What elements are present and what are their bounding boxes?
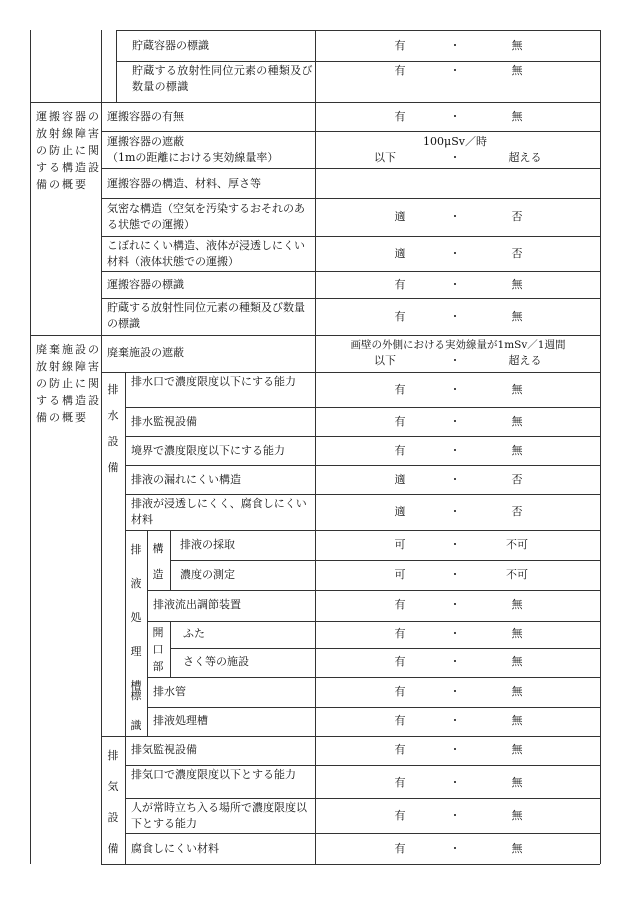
option-no: 不可 (506, 538, 528, 551)
separator-dot: ・ (449, 39, 461, 52)
option-yes: 有 (394, 278, 406, 291)
row-label: 排気監視設備 (131, 743, 197, 756)
separator-dot: ・ (449, 655, 461, 668)
group-label-text: 開口部 (152, 626, 164, 673)
option-ng: 否 (511, 505, 523, 518)
option-above: 超える (508, 354, 542, 367)
separator-dot: ・ (449, 383, 461, 396)
option-yes: 有 (394, 714, 406, 727)
row-label: 腐食しにくい材料 (131, 842, 219, 855)
option-ng: 否 (511, 473, 523, 486)
option-yes: 可 (394, 538, 406, 551)
group-label-structure (150, 536, 166, 588)
row-label: 排気口で濃度限度以下とする能力 (131, 768, 296, 781)
option-no: 無 (511, 444, 523, 457)
option-yes: 有 (394, 598, 406, 611)
section-heading-disposal: 廃棄施設の放射線障害の防止に関する構造設備の概要 (36, 343, 101, 424)
separator-dot: ・ (449, 714, 461, 727)
option-no: 無 (511, 714, 523, 727)
option-yes: 有 (394, 627, 406, 640)
option-yes: 有 (394, 383, 406, 396)
option-yes: 適 (394, 210, 406, 223)
row-label: 人が常時立ち入る場所で濃度限度以下とする能力 (131, 801, 307, 830)
option-yes: 有 (394, 64, 406, 77)
separator-dot: ・ (449, 151, 461, 164)
group-label-sign (128, 681, 144, 741)
option-no: 無 (511, 39, 523, 52)
option-yes: 有 (394, 39, 406, 52)
separator-dot: ・ (449, 110, 461, 123)
option-no: 不可 (506, 568, 528, 581)
group-label-opening (150, 624, 166, 675)
row-label: 排液流出調節装置 (153, 598, 241, 611)
threshold-header: 画壁の外側における実効線量が1mSv／1週間 (350, 339, 566, 351)
separator-dot: ・ (449, 743, 461, 756)
group-label-text: 構造 (152, 542, 164, 581)
row-label: 排水監視設備 (131, 415, 197, 428)
row-label: 貯蔵する放射性同位元素の種類及び数量の標識 (132, 64, 313, 93)
option-no: 無 (511, 809, 523, 822)
row-label: 運搬容器の構造、材料、厚さ等 (107, 177, 261, 190)
option-below: 以下 (374, 354, 396, 367)
separator-dot: ・ (449, 685, 461, 698)
option-above: 超える (508, 151, 542, 164)
separator-dot: ・ (449, 210, 461, 223)
row-label: 貯蔵容器の標識 (132, 39, 209, 52)
separator-dot: ・ (449, 64, 461, 77)
option-no: 無 (511, 383, 523, 396)
row-label: 排液処理槽 (153, 714, 208, 727)
option-yes: 有 (394, 444, 406, 457)
group-label-text: 排液処理槽 (130, 543, 142, 692)
option-no: 否 (511, 210, 523, 223)
option-no: 無 (511, 310, 523, 323)
option-no: 無 (511, 598, 523, 611)
separator-dot: ・ (449, 415, 461, 428)
option-yes: 有 (394, 110, 406, 123)
option-no: 無 (511, 627, 523, 640)
option-no: 無 (511, 110, 523, 123)
separator-dot: ・ (449, 842, 461, 855)
option-no: 否 (511, 247, 523, 260)
option-no: 無 (511, 415, 523, 428)
option-yes: 有 (394, 685, 406, 698)
option-yes: 可 (394, 568, 406, 581)
option-yes: 有 (394, 842, 406, 855)
separator-dot: ・ (449, 444, 461, 457)
separator-dot: ・ (449, 627, 461, 640)
row-label: 境界で濃度限度以下にする能力 (131, 444, 285, 457)
row-label: 廃棄施設の遮蔽 (107, 346, 184, 359)
option-yes: 有 (394, 809, 406, 822)
separator-dot: ・ (449, 473, 461, 486)
row-label: 排液の漏れにくい構造 (131, 473, 241, 486)
separator-dot: ・ (449, 568, 461, 581)
separator-dot: ・ (449, 505, 461, 518)
group-label-exhaust (105, 740, 121, 864)
row-label: 排液が浸透しにくく、腐食しにくい材料 (131, 497, 307, 526)
separator-dot: ・ (449, 538, 461, 551)
option-no: 無 (511, 278, 523, 291)
row-label: 運搬容器の遮蔽 (107, 135, 184, 148)
option-ok: 適 (394, 473, 406, 486)
section-heading-transport: 運搬容器の放射線障害の防止に関する構造設備の概要 (36, 110, 101, 191)
row-label: さく等の施設 (183, 655, 249, 668)
option-below: 以下 (374, 151, 396, 164)
option-yes: 有 (394, 310, 406, 323)
separator-dot: ・ (449, 809, 461, 822)
row-label: 運搬容器の標識 (107, 278, 184, 291)
option-no: 無 (511, 842, 523, 855)
row-label: 運搬容器の有無 (107, 110, 184, 123)
separator-dot: ・ (449, 598, 461, 611)
option-no: 無 (511, 776, 523, 789)
threshold-header: 100μSv／時 (423, 135, 487, 148)
separator-dot: ・ (449, 776, 461, 789)
option-yes: 有 (394, 776, 406, 789)
row-label: 貯蔵する放射性同位元素の種類及び数量の標識 (107, 301, 305, 330)
row-label: 濃度の測定 (180, 568, 235, 581)
separator-dot: ・ (449, 278, 461, 291)
separator-dot: ・ (449, 247, 461, 260)
row-label: 排水管 (153, 685, 186, 698)
row-label: こぼれにくい構造、液体が浸透しにくい材料（液体状態での運搬） (107, 239, 305, 268)
row-label: 気密な構造（空気を汚染するおそれのある状態での運搬） (107, 202, 305, 231)
row-label: ふた (183, 627, 205, 640)
row-sublabel: （1mの距離における実効線量率） (107, 151, 279, 164)
option-yes: 有 (394, 743, 406, 756)
option-ok: 適 (394, 505, 406, 518)
separator-dot: ・ (449, 310, 461, 323)
option-no: 無 (511, 743, 523, 756)
option-yes: 有 (394, 415, 406, 428)
row-label: 排液の採取 (180, 538, 235, 551)
option-no: 無 (511, 64, 523, 77)
separator-dot: ・ (449, 354, 461, 367)
option-yes: 有 (394, 655, 406, 668)
option-no: 無 (511, 685, 523, 698)
group-label-drain (105, 377, 121, 481)
group-label-text: 排気設備 (107, 749, 119, 855)
group-label-tank (128, 533, 144, 703)
option-yes: 適 (394, 247, 406, 260)
row-label: 排水口で濃度限度以下にする能力 (131, 375, 296, 388)
option-no: 無 (511, 655, 523, 668)
group-label-text: 標識 (130, 689, 142, 732)
group-label-text: 排水設備 (107, 383, 119, 474)
